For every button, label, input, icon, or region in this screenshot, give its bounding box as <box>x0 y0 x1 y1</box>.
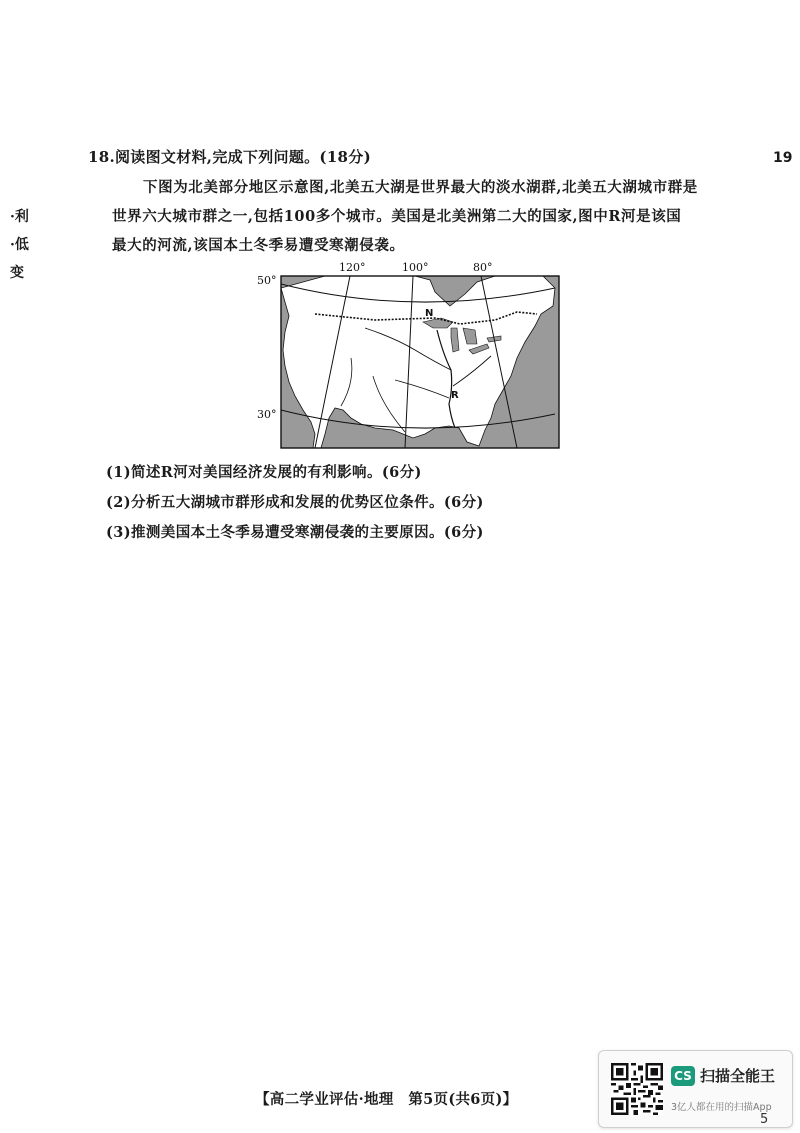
question-title: 18.阅读图文材料,完成下列问题。(18分) <box>88 148 371 166</box>
page-number: 5 <box>760 1112 769 1127</box>
label-longitude-80: 80° <box>473 261 493 274</box>
material-paragraph-line-2: 世界六大城市群之一,包括100多个城市。美国是北美洲第二大的国家,图中R河是该国 <box>112 208 682 225</box>
right-margin-fragment: 19 <box>773 150 793 166</box>
material-paragraph-line-1: 下图为北美部分地区示意图,北美五大湖是世界最大的淡水湖群,北美五大湖城市群是 <box>143 179 698 196</box>
left-margin-fragment-3: 变 <box>10 265 24 281</box>
subquestion-2: (2)分析五大湖城市群形成和发展的优势区位条件。(6分) <box>106 494 484 511</box>
left-margin-fragment-2: ·低 <box>10 237 29 253</box>
material-paragraph-line-3: 最大的河流,该国本土冬季易遭受寒潮侵袭。 <box>112 237 405 254</box>
scanner-slogan: 3亿人都在用的扫描App <box>671 1102 772 1113</box>
label-latitude-50: 50° <box>257 274 277 287</box>
scanner-name: 扫描全能王 <box>700 1067 776 1085</box>
qr-code-icon <box>611 1063 663 1115</box>
page-footer: 【高二学业评估·地理 第5页(共6页)】 <box>255 1091 518 1108</box>
label-latitude-30: 30° <box>257 408 277 421</box>
label-longitude-120: 120° <box>339 261 366 274</box>
north-america-map <box>255 258 565 454</box>
subquestion-1: (1)简述R河对美国经济发展的有利影响。(6分) <box>106 464 422 481</box>
scanner-logo: CS <box>671 1066 695 1086</box>
label-point-n: N <box>425 308 434 319</box>
left-margin-fragment-1: ·利 <box>10 209 29 225</box>
subquestion-3: (3)推测美国本土冬季易遭受寒潮侵袭的主要原因。(6分) <box>106 524 484 541</box>
label-longitude-100: 100° <box>402 261 429 274</box>
label-river-r: R <box>451 390 459 401</box>
